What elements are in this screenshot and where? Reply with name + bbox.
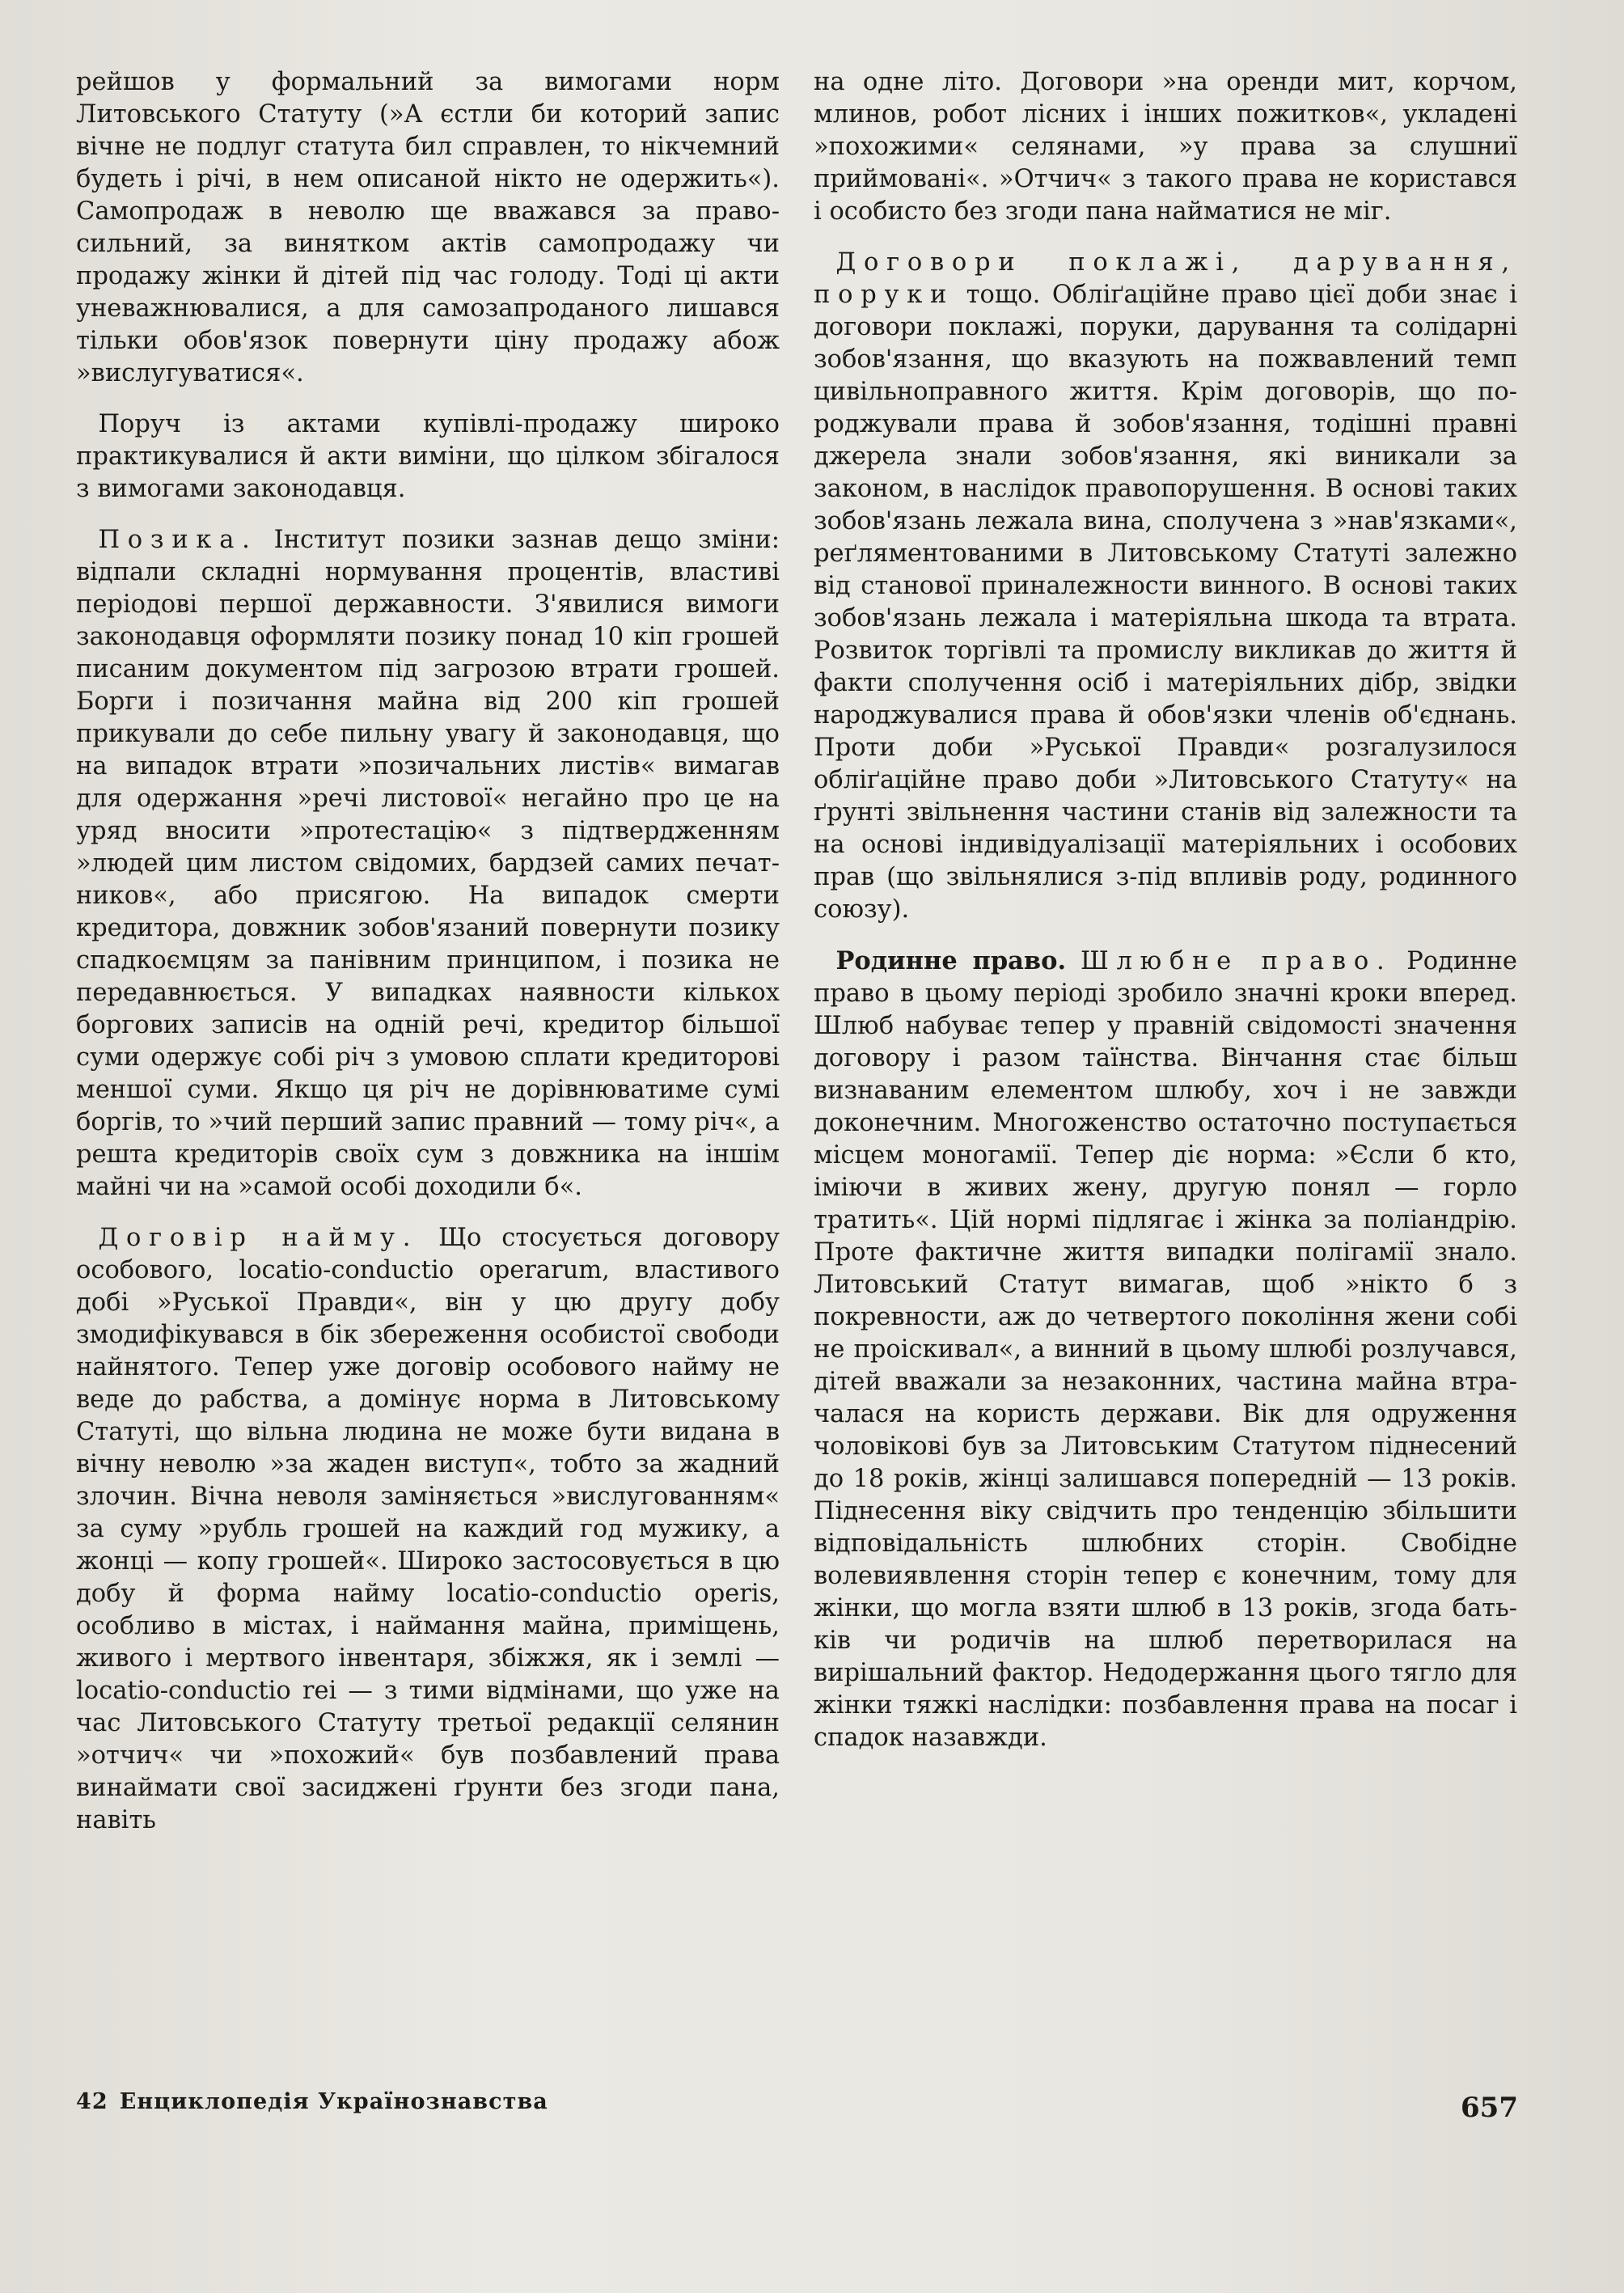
paragraph-text: тощо. Обліґаційне право цієї доби знає і договори поклажі, поруки, дарування та солідарні зобов'язання, що вказують на пожвавлений темп цивільноправного життя. Крім договорів, що породжували права й зобов'язання, тодішні правні джерела знали зобов'язання, які виникали за законом, в наслідок правопорушення. В основі таких зобов'язань лежала вина, сполучена з »нав'язками«, реґляментованими в Литовському Статуті залежно від станової приналежности винного. В основі таких зобов'язань лежала і матеріяльна шкода та втрата. Розвиток торгівлі та промислу викликав до життя й факти сполучення осіб і матеріяльних дібр, звідки народжувалися права й обов'язки членів об'єднань. Проти доби »Руської Правди« розгалузилося обліґаційне право доби »Литовського Статуту« на ґрунті звільнення частини станів від залежности та на основі індивідуалізації матеріяльних і особових прав (що звільнялися з-під впливів роду, родинного союзу). — [814, 281, 1517, 924]
paragraph-text: на одне літо. Договори »на оренди мит, корчом, млинов, робот лісних і інших пожитков«, укладені »похожими« селянами, »у права за слушниї приймовані«. »Отчич« з такого права не користався і особисто без згоди пана найматися не міг. — [814, 68, 1517, 226]
signature-footer — [76, 2089, 548, 2114]
signature-number: 42 — [76, 2089, 108, 2114]
paragraph-lease-continuation — [814, 66, 1517, 228]
paragraph-loan — [76, 524, 780, 1204]
paragraph-self-sale — [76, 66, 780, 390]
paragraph-text: Родинне право в цьому періоді зробило значні кроки вперед. Шлюб набуває тепер у правній свідомості значення договору і разом таїнства. Вінчання стає більш визнаваним елементом шлюбу, хоч і не завжди доконечним. Многоженство остаточно поступається місцем моногамії. Тепер діє норма: »Єсли б кто, іміючи в живих жену, другую понял — горло тратить«. Цій нормі підлягає і жінка за поліандрію. Проте фактичне життя випадки полігамії знало. Литовський Статут вимагав, щоб »нікто б з покревности, аж до четвертого покоління жени собі не проіскивал«, а винний в цьому шлюбі розлучався, дітей вважали за незаконних, частина майна втрачалася на користь держави. Вік для одруження чоловікові був за Литовським Статутом піднесений до 18 років, жінці залишався попередній — 13 років. Піднесення віку свідчить про тенденцію збільшити відповідальність шлюбних сторін. Свобідне волевиявлення сторін тепер є конечним, тому для жінки, що могла взяти шлюб в 13 років, згода батьків чи родичів на шлюб перетворилася на вирішальний фактор. Недодержання цього тягло для жінки тяжкі наслідки: позбавлення права на посаг і спадок назавжди. — [814, 947, 1517, 1752]
paragraph-exchange — [76, 408, 780, 506]
subsection-heading-marriage-law: Шлюбне право. — [1080, 947, 1393, 975]
paragraph-deposit-contracts — [814, 247, 1517, 926]
right-column — [814, 66, 1517, 1773]
section-heading-family-law: Родинне право. — [835, 946, 1067, 975]
paragraph-text: Інститут позики зазнав дещо зміни: відпали складні нормування процентів, властиві періодові першої державности. З'явилися вимоги законодавця оформляти позику понад 10 кіп грошей писаним документом під загрозою втрати грошей. Борги і позичання майна від 200 кіп грошей прикували до себе пильну увагу й законодавця, що на випадок втрати »позичальних листів« вимагав для одержання »речі листової« негайно про це на уряд вносити »протестацію« з підтвердженням »людей цим листом свідомих, бардзей самих печатников«, або присягою. На випадок смерти кредитора, довжник зобов'язаний повернути позику спадкоємцям за панівним принципом, і позика не передавнюється. У випадках наявности кількох боргових записів на одній речі, кредитор більшої суми одержує собі річ з умовою сплати кредиторові меншої суми. Якщо ця річ не дорівнюватиме сумі боргів, то »чий перший запис правний — тому річ«, а решта кредиторів своїх сум з довжника на іншім майні чи на »самой особі доходили б«. — [76, 526, 780, 1201]
section-heading-deposit: Договори поклажі, дарування, поруки — [814, 248, 1517, 309]
paragraph-text: рейшов у формальний за вимогами норм Литовського Статуту (»А єстли би которий запис вічне не подлуг статута бил справлен, то нікчемний будеть і річі, в нем описаной нікто не одержить«). Самопродаж в неволю ще вважався за правосильний, за винятком актів самопродажу чи продажу жінки й дітей під час голоду. Тоді ці акти уневажнювалися, а для самозапроданого лишався тільки обов'язок повернути ціну продажу абож »вислугуватися«. — [76, 68, 780, 387]
section-heading-hire: Договір найму. — [98, 1224, 419, 1252]
left-column — [76, 66, 780, 1855]
paragraph-family-law — [814, 945, 1517, 1754]
page-number: 657 — [1461, 2092, 1518, 2124]
paragraph-text: Поруч із актами купівлі-продажу широко практикувалися й акти виміни, що цілком збігалося з вимогами законодавця. — [76, 410, 780, 503]
paragraph-hire-contract — [76, 1222, 780, 1837]
paragraph-text: Що стосується договору особового, locatio-conductio operarum, властивого добі »Руської Правди«, він у цю другу добу змодифікувався в бік збереження особистої свободи найнятого. Тепер уже договір особового найму не веде до рабства, а домінує норма в Литовському Статуті, що вільна людина не може бути видана в вічну неволю »за жаден виступ«, тобто за жадний злочин. Вічна неволя заміняється »вислугованням« за суму »рубль грошей на каждий год мужику, а жонці — копу грошей«. Широко застосовується в цю добу й форма найму locatio-conductio operis, особливо в містах, і наймання майна, приміщень, живого і мертвого інвентаря, збіжжя, як і землі — locatio-conductio rei — з тими відмінами, що уже на час Литовського Статуту третьої редакції селянин »отчич« чи »похожий« був позбавлений права винаймати свої засиджені ґрунти без згоди пана, навіть — [76, 1224, 780, 1834]
signature-title: Енциклопедія Українознавства — [119, 2089, 548, 2114]
section-heading-loan: Позика. — [98, 526, 258, 554]
